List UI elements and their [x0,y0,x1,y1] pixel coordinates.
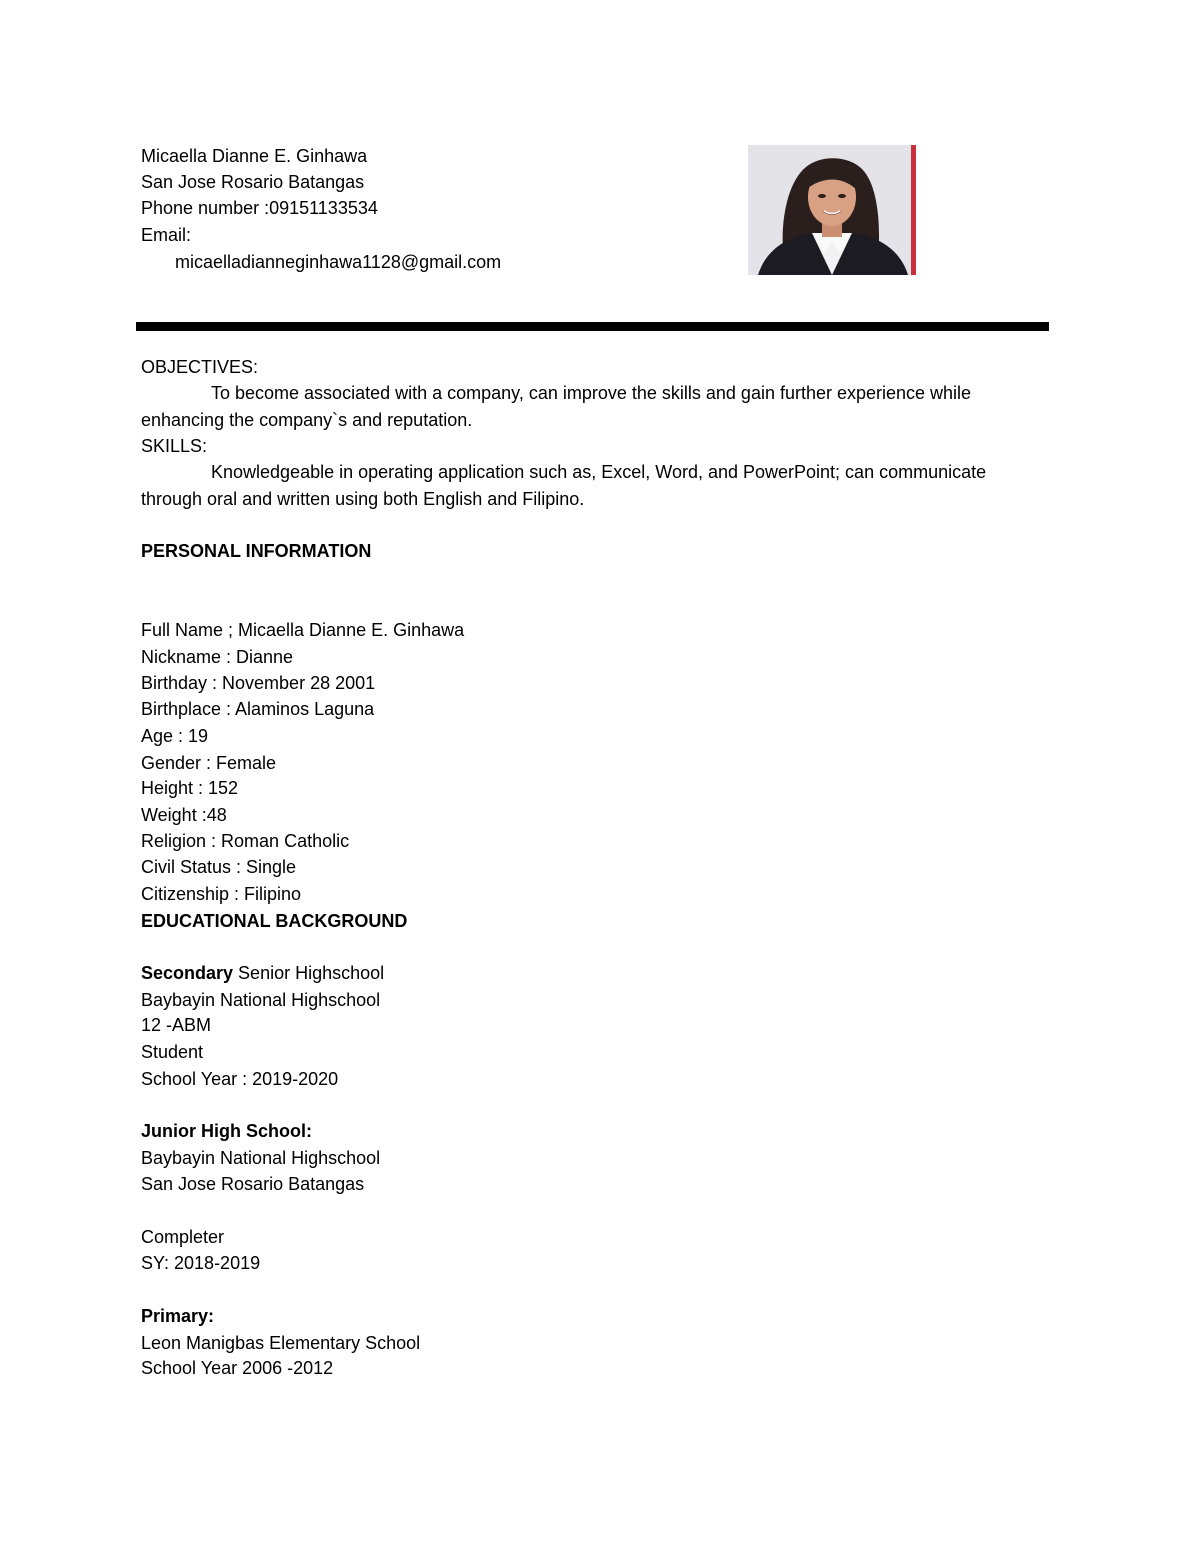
info-birthday: Birthday : November 28 2001 [141,673,376,693]
info-weight: Weight :48 [141,805,227,825]
email-address: micaelladianneginhawa1128@gmail.com [175,252,502,272]
secondary-strand: 12 -ABM [141,1015,212,1035]
phone-number: Phone number :09151133534 [141,198,378,218]
info-religion: Religion : Roman Catholic [141,831,350,851]
info-citizenship: Citizenship : Filipino [141,884,302,904]
info-height: Height : 152 [141,778,239,798]
junior-high-school-year: SY: 2018-2019 [141,1253,261,1273]
profile-photo [748,145,916,275]
secondary-school-year: School Year : 2019-2020 [141,1069,339,1089]
junior-high-label: Junior High School: [141,1121,312,1141]
divider-rule [136,322,1049,331]
info-birthplace: Birthplace : Alaminos Laguna [141,699,375,719]
secondary-school: Baybayin National Highschool [141,990,381,1010]
skills-text-line-1: Knowledgeable in operating application such as, Excel, Word, and PowerPoint; can communicate [211,462,987,482]
info-age: Age : 19 [141,726,209,746]
info-gender: Gender : Female [141,753,277,773]
primary-school: Leon Manigbas Elementary School [141,1333,421,1353]
secondary-level: Senior Highschool [233,963,385,983]
junior-high-status: Completer [141,1227,225,1247]
personal-info-heading: PERSONAL INFORMATION [141,541,372,561]
info-civil-status: Civil Status : Single [141,857,297,877]
objectives-text-line-2: enhancing the company`s and reputation. [141,410,473,430]
secondary-status: Student [141,1042,204,1062]
skills-heading: SKILLS: [141,436,208,456]
profile-photo-illustration [748,145,916,275]
email-label: Email: [141,225,192,245]
skills-text-line-2: through oral and written using both English and Filipino. [141,489,585,509]
secondary-label: Secondary [141,963,234,983]
junior-high-school: Baybayin National Highschool [141,1148,381,1168]
objectives-heading: OBJECTIVES: [141,357,259,377]
address: San Jose Rosario Batangas [141,172,365,192]
primary-label: Primary: [141,1306,215,1326]
info-nickname: Nickname : Dianne [141,647,294,667]
objectives-text-line-1: To become associated with a company, can improve the skills and gain further experience while [211,383,972,403]
info-full-name: Full Name ; Micaella Dianne E. Ginhawa [141,620,465,640]
primary-school-year: School Year 2006 -2012 [141,1358,334,1378]
education-heading: EDUCATIONAL BACKGROUND [141,911,408,931]
junior-high-address: San Jose Rosario Batangas [141,1174,365,1194]
secondary-line [141,962,384,984]
applicant-name: Micaella Dianne E. Ginhawa [141,146,368,166]
